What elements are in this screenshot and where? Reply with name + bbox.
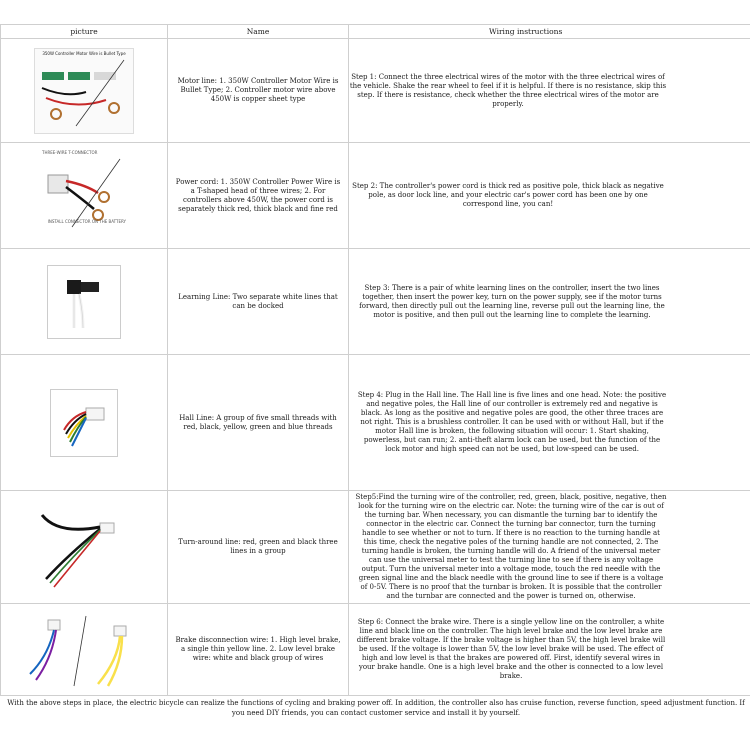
motor-wire-picture xyxy=(34,48,134,134)
table-row xyxy=(1,143,750,249)
header-picture: picture xyxy=(1,25,168,39)
wiring-table xyxy=(0,24,750,696)
row-name: Turn-around line: red, green and black three lines in a group xyxy=(168,491,349,604)
learning-line-illustration xyxy=(49,266,119,336)
row-wiring-text: Step 6: Connect the brake wire. There is a single yellow line on the controller, a white line and black line on the controller. The high level brake and the low level brake are different brake voltage. If the brake voltage is higher than 5V, the high level brake will be used. If the voltage is lower than 5V, the low level brake will be used. The effect of high and low level is that the brakes are powered off. First, identify several wires in your brake handle. One is a high level brake and the other is connected to a low level brake. xyxy=(356,618,666,680)
row-wiring-text: Step5:Find the turning wire of the controller, red, green, black, positive, negative, then look for the turning wire on the electric car. Note: the turning wire of the car is out of the turning bar. When necessary, you can dismantle the turning bar to identify the connector in the electric car. Connect the turning bar connector, turn the turning handle to see whether or not to turn. If there is no reaction to the turning handle at this time, check the negative poles of the turning handle are not connected, 2. The turning handle is broken, the turning handle will do. A friend of the universal meter can use the universal meter to test the turning line to see if there is any voltage output. Turn the universal meter into a voltage mode, touch the red needle with the green signal line and the black needle with the ground line to see if there is a voltage of 0-5V. There is no proof that the turnbar is broken. It is possible that the controller and the turnbar are connected and the power is turned on, otherwise. xyxy=(355,493,667,600)
row-wiring xyxy=(349,604,750,696)
power-cord-picture-label-bottom: INSTALL CONNECTOR ON THE BATTERY xyxy=(47,218,126,224)
table-header-row xyxy=(1,25,750,39)
hall-line-picture xyxy=(50,389,118,457)
row-wiring-text: Step 1: Connect the three electrical wires of the motor with the three electrical wires of the vehicle. Shake the rear wheel to feel if it is helpful. If there is no resistance, skip this step. If there is resistance, check whether the three electrical wires of the motor are properly. xyxy=(349,72,667,108)
table-row xyxy=(1,355,750,491)
row-picture xyxy=(1,355,168,491)
hall-line-illustration xyxy=(52,390,116,454)
header-wiring: Wiring instructions xyxy=(349,25,750,39)
table-row xyxy=(1,249,750,355)
row-picture xyxy=(1,143,168,249)
row-picture xyxy=(1,39,168,143)
row-picture xyxy=(1,604,168,696)
power-cord-picture xyxy=(42,150,126,242)
brake-line-illustration xyxy=(28,612,140,688)
row-wiring-text: Step 2: The controller's power cord is thick red as positive pole, thick black as negative pole, as door lock line, and your electric car's power cord has been one by one correspond line, you can! xyxy=(352,182,664,208)
row-wiring xyxy=(349,143,750,249)
turn-line-illustration xyxy=(38,505,130,589)
table-row xyxy=(1,491,750,604)
row-name: Motor line: 1. 350W Controller Motor Wire is Bullet Type; 2. Controller motor wire above 450W is copper sheet type xyxy=(168,39,349,143)
row-name: Learning Line: Two separate white lines that can be docked xyxy=(168,249,349,355)
motor-wire-illustration xyxy=(36,58,132,128)
row-wiring xyxy=(349,249,750,355)
row-wiring-text: Step 3: There is a pair of white learning lines on the controller, insert the two lines together, then insert the power key, turn on the power supply, see if the motor turns forward, then directly pull out the learning line, reverse pull out the learning line, the motor is positive, and then pull out the learning line to complete the learning. xyxy=(359,283,665,319)
row-wiring xyxy=(349,491,750,604)
row-picture xyxy=(1,491,168,604)
footer-note: With the above steps in place, the electric bicycle can realize the functions of cycling and braking power off. In addition, the controller also has cruise function, reverse function, speed adjustment function. If you need DIY friends, you can contact customer service and install it by yourself. xyxy=(7,699,745,717)
power-cord-illustration xyxy=(42,155,126,229)
table-row xyxy=(1,604,750,696)
learning-line-picture xyxy=(47,265,121,339)
row-picture xyxy=(1,249,168,355)
brake-line-picture xyxy=(28,612,140,688)
row-wiring xyxy=(349,355,750,491)
row-name: Hall Line: A group of five small threads with red, black, yellow, green and blue threads xyxy=(168,355,349,491)
row-wiring-text: Step 4: Plug in the Hall line. The Hall line is five lines and one head. Note: the positive and negative poles, the Hall line of our controller is extremely red and negative is black. As long as the positive and negative poles are good, the other three traces are not right. This is a brushless controller. It can be used with or without Hall, but if the motor Hall line is broken, the following situation will occur: 1. Start shaking, powerless, but can run; 2. anti-theft alarm lock can be used, but the function of the lock motor and high speed can not be used, but low-speed can be used. xyxy=(357,391,667,453)
header-name: Name xyxy=(168,25,349,39)
power-cord-picture-label-top: THREE-WIRE T-CONNECTOR xyxy=(42,149,98,155)
motor-wire-picture-label: 350W Controller Motor Wire is Bullet Type xyxy=(42,50,126,56)
row-name: Power cord: 1. 350W Controller Power Wire is a T-shaped head of three wires; 2. For controllers above 450W, the power cord is separately thick red, thick black and fine red xyxy=(168,143,349,249)
table-row xyxy=(1,39,750,143)
turn-line-picture xyxy=(38,505,130,589)
row-name: Brake disconnection wire: 1. High level brake, a single thin yellow line. 2. Low level brake wire: white and black group of wires xyxy=(168,604,349,696)
row-wiring xyxy=(349,39,750,143)
